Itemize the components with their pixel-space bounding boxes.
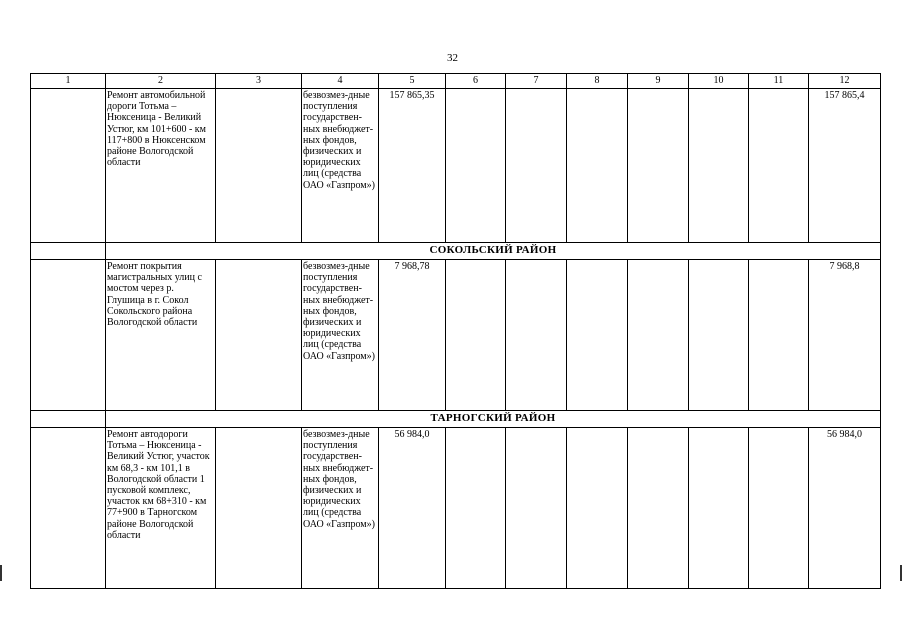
project-name-cell: Ремонт покрытия магистральных улиц с мостом через р. Глушица в г. Сокол Сокольского района Вологодской области [106, 260, 216, 411]
cell-empty [446, 260, 506, 411]
cell-empty [689, 428, 749, 589]
cell-empty [749, 89, 809, 243]
cell-empty [628, 89, 689, 243]
funding-source-cell: безвозмез-дные поступления государствен-ных внебюджет-ных фондов, физических и юридических лиц (средства ОАО «Газпром») [302, 260, 379, 411]
cell-empty [216, 260, 302, 411]
cell-empty [216, 428, 302, 589]
cell-empty [31, 411, 106, 428]
column-header: 1 [31, 74, 106, 89]
amount-cell: 157 865,35 [379, 89, 446, 243]
table-row [31, 89, 881, 243]
column-header: 2 [106, 74, 216, 89]
table-row [31, 260, 881, 411]
project-name-cell: Ремонт автомобильной дороги Тотьма – Нюксеница - Великий Устюг, км 101+600 - км 117+800 в Нюксенском районе Вологодской области [106, 89, 216, 243]
amount-cell: 56 984,0 [379, 428, 446, 589]
section-title: СОКОЛЬСКИЙ РАЙОН [106, 243, 881, 260]
budget-table [30, 73, 881, 589]
amount-cell: 7 968,78 [379, 260, 446, 411]
column-header: 11 [749, 74, 809, 89]
total-cell: 7 968,8 [809, 260, 881, 411]
project-name-cell: Ремонт автодороги Тотьма – Нюксеница - Великий Устюг, участок км 68,3 - км 101,1 в Вологодской области 1 пусковой комплекс, участок км 68+310 - км 77+900 в Тарногском районе Вологодской области [106, 428, 216, 589]
column-header: 9 [628, 74, 689, 89]
column-header: 8 [567, 74, 628, 89]
cell-empty [567, 260, 628, 411]
column-header: 5 [379, 74, 446, 89]
funding-source-cell: безвозмез-дные поступления государствен-ных внебюджет-ных фондов, физических и юридических лиц (средства ОАО «Газпром») [302, 89, 379, 243]
column-header: 3 [216, 74, 302, 89]
page-number: 32 [447, 52, 458, 64]
cell-empty [567, 89, 628, 243]
cell-empty [567, 428, 628, 589]
section-row [31, 411, 881, 428]
cell-empty [628, 428, 689, 589]
header-row [31, 74, 881, 89]
total-cell: 56 984,0 [809, 428, 881, 589]
cell-empty [216, 89, 302, 243]
cell-empty [31, 243, 106, 260]
cell-empty [689, 89, 749, 243]
scan-edge-mark-right [900, 565, 902, 581]
cell-empty [506, 89, 567, 243]
cell-empty [31, 89, 106, 243]
column-header: 12 [809, 74, 881, 89]
section-row [31, 243, 881, 260]
cell-empty [628, 260, 689, 411]
column-header: 10 [689, 74, 749, 89]
funding-source-cell: безвозмез-дные поступления государствен-ных внебюджет-ных фондов, физических и юридических лиц (средства ОАО «Газпром») [302, 428, 379, 589]
scan-edge-mark-left [0, 565, 2, 581]
cell-empty [749, 428, 809, 589]
total-cell: 157 865,4 [809, 89, 881, 243]
cell-empty [31, 260, 106, 411]
cell-empty [31, 428, 106, 589]
column-header: 4 [302, 74, 379, 89]
table-row [31, 428, 881, 589]
cell-empty [689, 260, 749, 411]
section-title: ТАРНОГСКИЙ РАЙОН [106, 411, 881, 428]
cell-empty [446, 428, 506, 589]
cell-empty [506, 260, 567, 411]
cell-empty [446, 89, 506, 243]
cell-empty [506, 428, 567, 589]
column-header: 7 [506, 74, 567, 89]
column-header: 6 [446, 74, 506, 89]
cell-empty [749, 260, 809, 411]
